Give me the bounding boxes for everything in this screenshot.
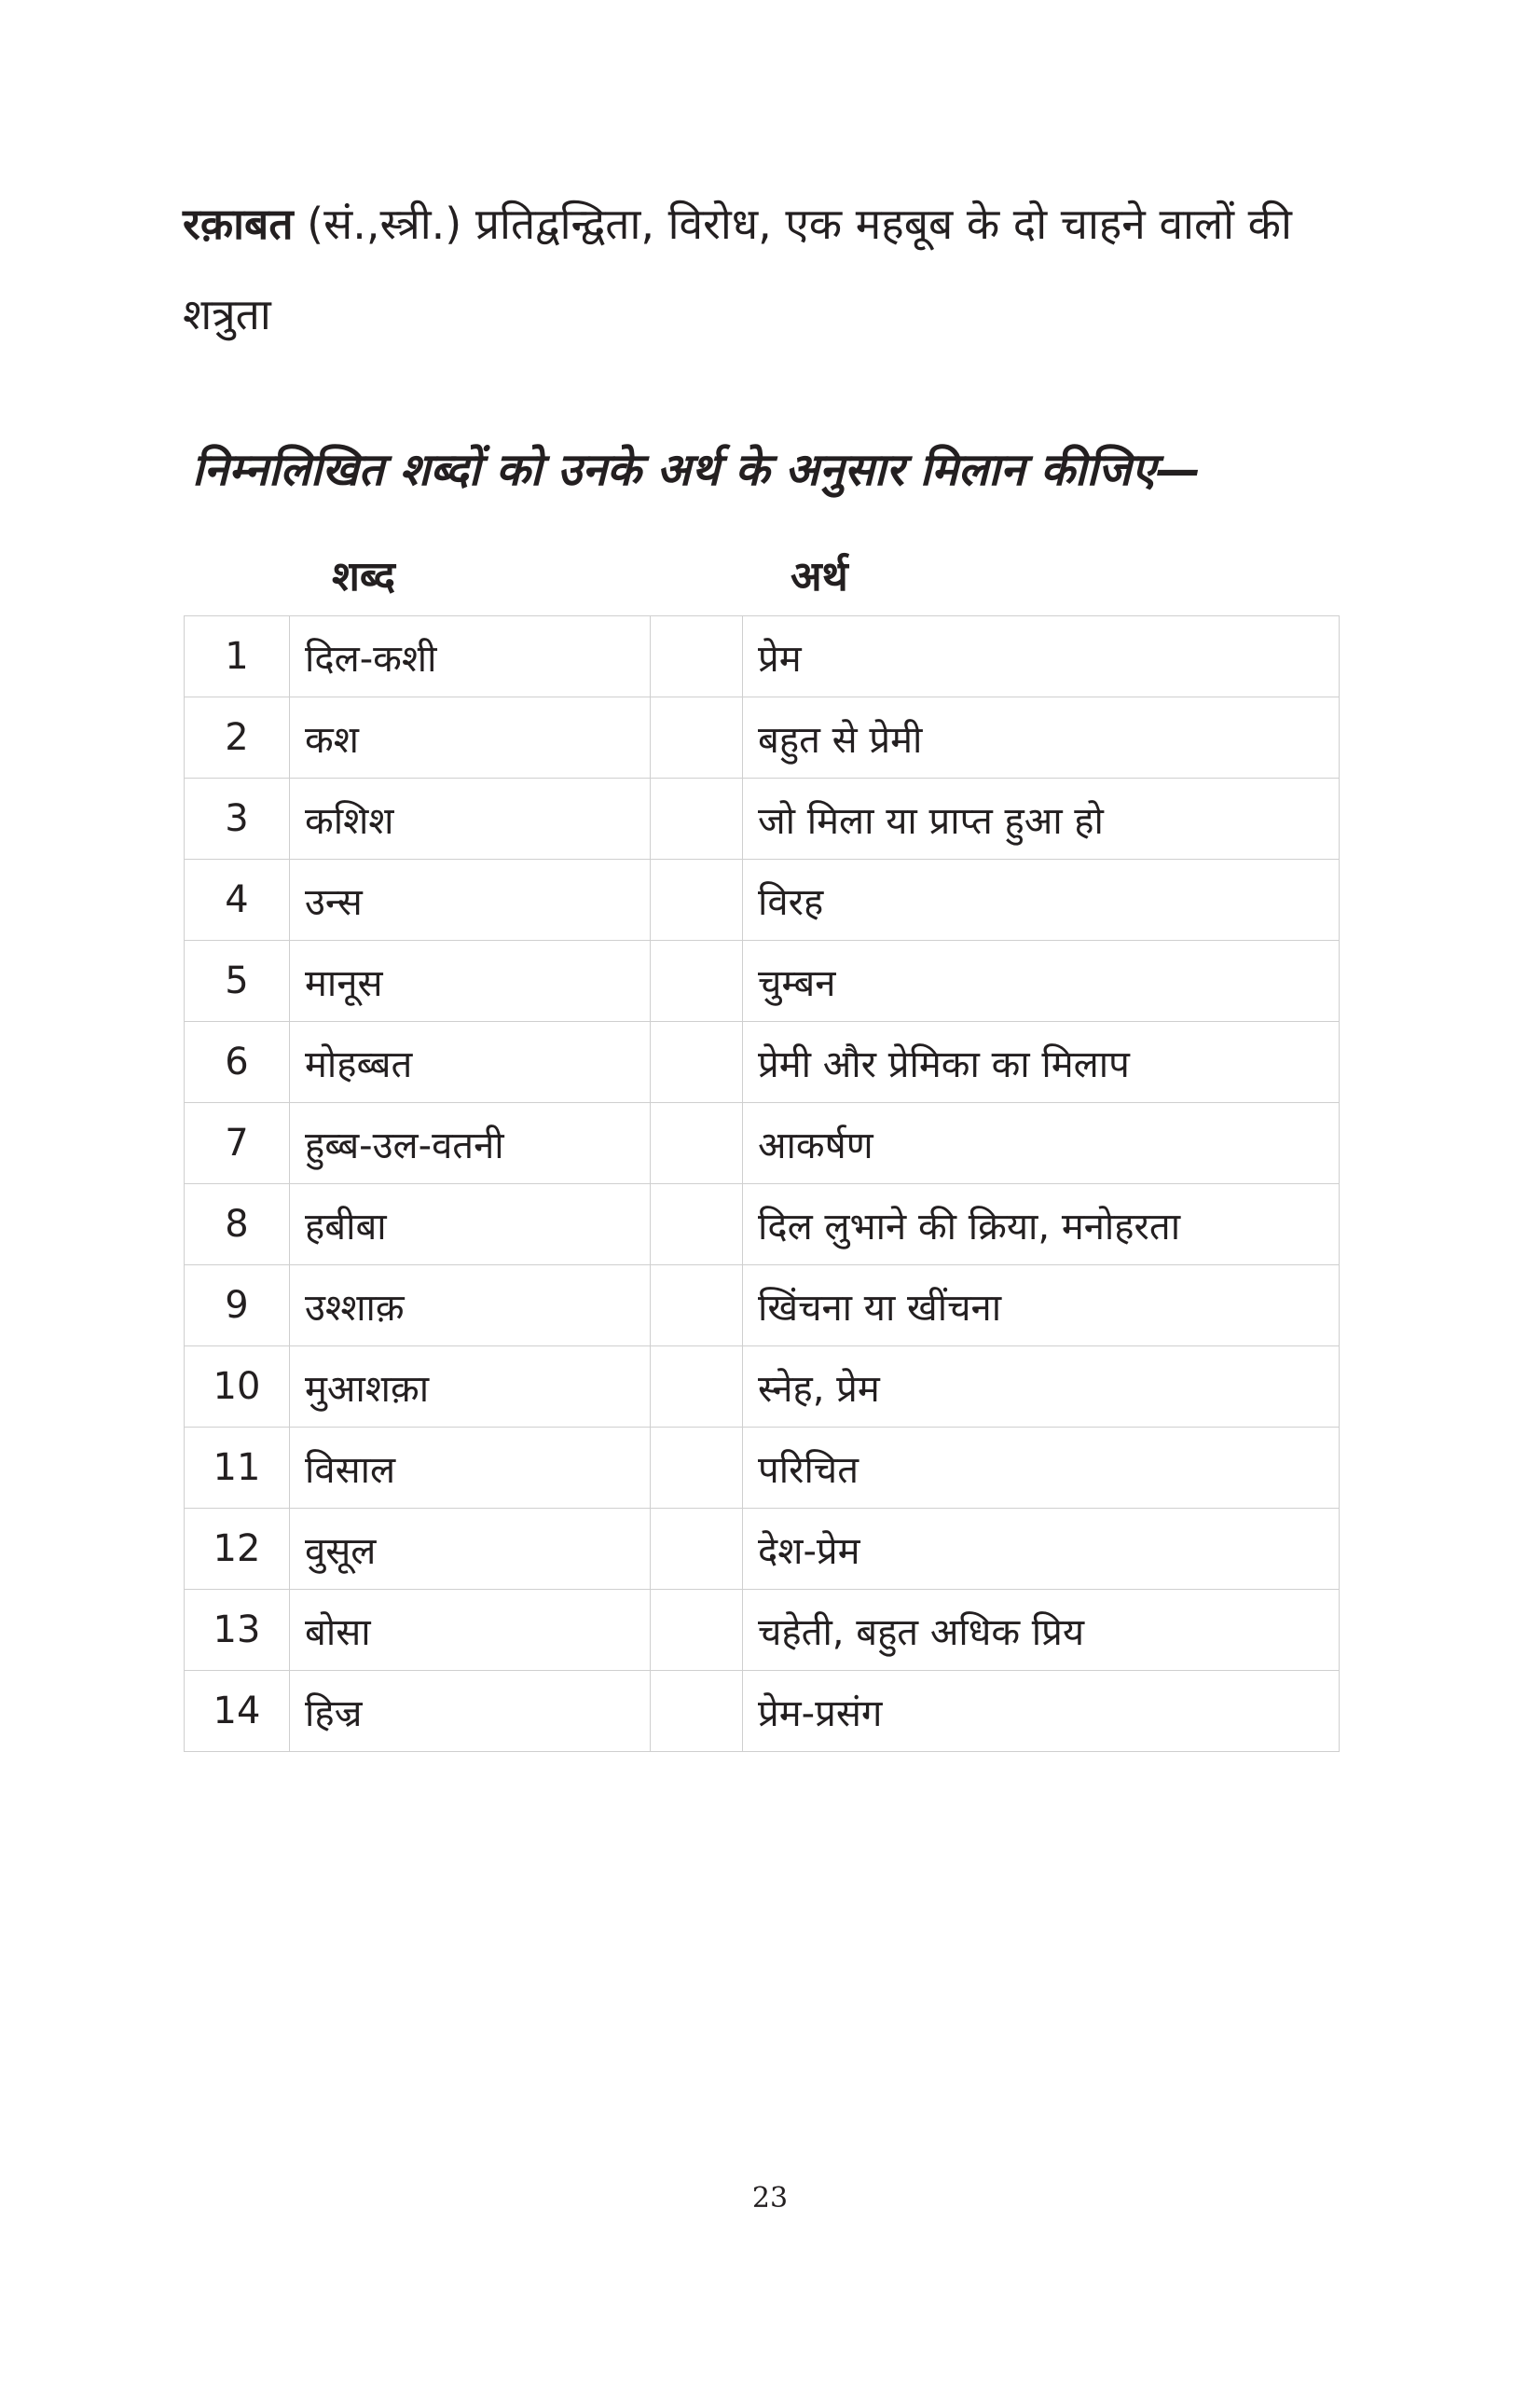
row-number: 3 <box>185 779 290 860</box>
row-number: 13 <box>185 1590 290 1671</box>
dictionary-entry <box>183 179 1357 360</box>
row-answer-blank <box>651 941 743 1022</box>
row-meaning: खिंचना या खींचना <box>743 1265 1340 1346</box>
row-answer-blank <box>651 1671 743 1752</box>
row-number: 10 <box>185 1346 290 1428</box>
row-number: 6 <box>185 1022 290 1103</box>
row-word: मानूस <box>290 941 651 1022</box>
row-number: 7 <box>185 1103 290 1184</box>
entry-grammar: (सं.,स्त्री.) <box>307 199 462 249</box>
table-row <box>185 1346 1340 1428</box>
row-meaning: चुम्बन <box>743 941 1340 1022</box>
row-number: 4 <box>185 860 290 941</box>
entry-definition: प्रतिद्वन्द्विता, विरोध, एक महबूब के दो चाहने वालों की शत्रुता <box>183 199 1292 339</box>
table-row <box>185 1509 1340 1590</box>
row-word: हुब्ब-उल-वतनी <box>290 1103 651 1184</box>
table-row <box>185 616 1340 697</box>
table-row <box>185 1022 1340 1103</box>
row-answer-blank <box>651 1022 743 1103</box>
row-meaning: प्रेमी और प्रेमिका का मिलाप <box>743 1022 1340 1103</box>
table-row <box>185 1265 1340 1346</box>
table-row <box>185 779 1340 860</box>
row-meaning: परिचित <box>743 1428 1340 1509</box>
row-answer-blank <box>651 779 743 860</box>
row-answer-blank <box>651 616 743 697</box>
row-meaning: बहुत से प्रेमी <box>743 697 1340 779</box>
page-number: 23 <box>751 2182 789 2215</box>
row-number: 14 <box>185 1671 290 1752</box>
table-row <box>185 941 1340 1022</box>
matching-table-body <box>185 616 1340 1752</box>
row-meaning: प्रेम-प्रसंग <box>743 1671 1340 1752</box>
row-answer-blank <box>651 1184 743 1265</box>
row-answer-blank <box>651 1509 743 1590</box>
table-row <box>185 1184 1340 1265</box>
row-meaning: देश-प्रेम <box>743 1509 1340 1590</box>
row-word: मुआशक़ा <box>290 1346 651 1428</box>
row-word: बोसा <box>290 1590 651 1671</box>
row-word: हबीबा <box>290 1184 651 1265</box>
row-meaning: विरह <box>743 860 1340 941</box>
row-answer-blank <box>651 1103 743 1184</box>
row-answer-blank <box>651 1265 743 1346</box>
row-meaning: स्नेह, प्रेम <box>743 1346 1340 1428</box>
row-number: 12 <box>185 1509 290 1590</box>
row-word: हिज्र <box>290 1671 651 1752</box>
table-row <box>185 1671 1340 1752</box>
row-meaning: प्रेम <box>743 616 1340 697</box>
column-header-word: शब्द <box>332 553 395 600</box>
row-word: मोहब्बत <box>290 1022 651 1103</box>
row-answer-blank <box>651 1590 743 1671</box>
row-word: विसाल <box>290 1428 651 1509</box>
row-number: 5 <box>185 941 290 1022</box>
row-number: 2 <box>185 697 290 779</box>
entry-term: रक़ाबत <box>183 199 294 249</box>
row-answer-blank <box>651 1428 743 1509</box>
row-word: कशिश <box>290 779 651 860</box>
row-word: कश <box>290 697 651 779</box>
table-row <box>185 860 1340 941</box>
row-meaning: जो मिला या प्राप्त हुआ हो <box>743 779 1340 860</box>
table-row <box>185 1103 1340 1184</box>
row-word: दिल-कशी <box>290 616 651 697</box>
row-number: 1 <box>185 616 290 697</box>
row-number: 8 <box>185 1184 290 1265</box>
exercise-instruction: निम्नलिखित शब्दों को उनके अर्थ के अनुसार मिलान कीजिए— <box>192 444 1201 496</box>
matching-table <box>184 615 1340 1752</box>
row-word: वुसूल <box>290 1509 651 1590</box>
row-answer-blank <box>651 860 743 941</box>
table-row <box>185 1590 1340 1671</box>
row-word: उन्स <box>290 860 651 941</box>
row-answer-blank <box>651 1346 743 1428</box>
row-meaning: आकर्षण <box>743 1103 1340 1184</box>
table-row <box>185 1428 1340 1509</box>
row-number: 9 <box>185 1265 290 1346</box>
column-header-meaning: अर्थ <box>791 553 848 600</box>
row-answer-blank <box>651 697 743 779</box>
row-number: 11 <box>185 1428 290 1509</box>
row-meaning: चहेती, बहुत अधिक प्रिय <box>743 1590 1340 1671</box>
table-row <box>185 697 1340 779</box>
row-word: उश्शाक़ <box>290 1265 651 1346</box>
row-meaning: दिल लुभाने की क्रिया, मनोहरता <box>743 1184 1340 1265</box>
